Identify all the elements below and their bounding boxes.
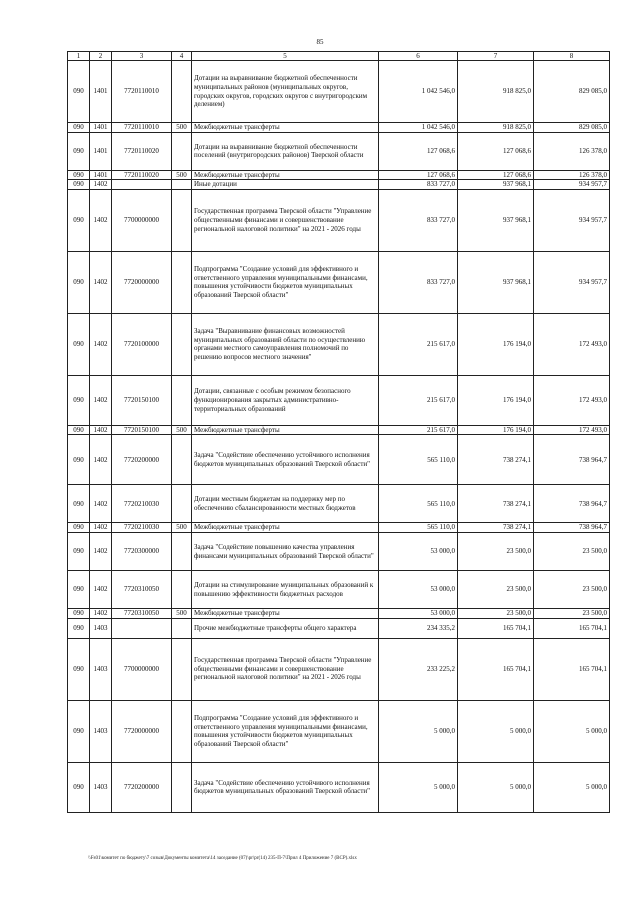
amount-2024: 1 042 546,0 [379, 123, 458, 133]
grbs-code: 090 [68, 313, 90, 375]
page-number: 85 [316, 38, 324, 46]
section-code: 1403 [90, 762, 112, 812]
amount-2024: 5 000,0 [379, 762, 458, 812]
target-article-code: 7720210030 [112, 523, 172, 533]
grbs-code: 090 [68, 132, 90, 170]
budget-table [67, 51, 610, 813]
grbs-code: 090 [68, 170, 90, 180]
amount-2025: 918 825,0 [458, 61, 534, 123]
section-code: 1401 [90, 61, 112, 123]
table-row [68, 313, 610, 375]
table-row [68, 61, 610, 123]
row-description: Иные дотации [192, 180, 379, 190]
grbs-code: 090 [68, 618, 90, 638]
amount-2026: 829 085,0 [534, 123, 610, 133]
table-row [68, 523, 610, 533]
amount-2024: 53 000,0 [379, 533, 458, 571]
target-article-code: 7720310050 [112, 571, 172, 609]
amount-2025: 937 968,1 [458, 180, 534, 190]
amount-2025: 918 825,0 [458, 123, 534, 133]
amount-2024: 53 000,0 [379, 571, 458, 609]
section-code: 1401 [90, 123, 112, 133]
amount-2024: 833 727,0 [379, 189, 458, 251]
row-description: Дотации на выравнивание бюджетной обеспеченности муниципальных районов (муниципальных округов, городских округов, городских округов с внутригородским делением) [192, 61, 379, 123]
target-article-code: 7720110020 [112, 132, 172, 170]
expense-type-code: 500 [172, 523, 192, 533]
section-code: 1402 [90, 180, 112, 190]
target-article-code: 7720150100 [112, 375, 172, 425]
amount-2026: 738 964,7 [534, 485, 610, 523]
expense-type-code [172, 638, 192, 700]
target-article-code: 7720000000 [112, 700, 172, 762]
row-description: Государственная программа Тверской области "Управление общественными финансами и совершенствование региональной налоговой политики" на 2021 - 2026 годы [192, 638, 379, 700]
grbs-code: 090 [68, 425, 90, 435]
table-row [68, 425, 610, 435]
target-article-code [112, 618, 172, 638]
grbs-code: 090 [68, 700, 90, 762]
amount-2025: 176 194,0 [458, 425, 534, 435]
section-code: 1402 [90, 313, 112, 375]
grbs-code: 090 [68, 251, 90, 313]
expense-type-code: 500 [172, 425, 192, 435]
table-row [68, 170, 610, 180]
section-code: 1401 [90, 132, 112, 170]
table-row [68, 700, 610, 762]
amount-2026: 829 085,0 [534, 61, 610, 123]
section-code: 1402 [90, 571, 112, 609]
expense-type-code [172, 485, 192, 523]
grbs-code: 090 [68, 123, 90, 133]
table-row [68, 180, 610, 190]
grbs-code: 090 [68, 533, 90, 571]
table-row [68, 609, 610, 619]
amount-2026: 23 500,0 [534, 609, 610, 619]
section-code: 1402 [90, 523, 112, 533]
grbs-code: 090 [68, 571, 90, 609]
amount-2026: 165 704,1 [534, 618, 610, 638]
grbs-code: 090 [68, 435, 90, 485]
row-description: Задача "Выравнивание финансовых возможностей муниципальных образований области по осуществлению органами местного самоуправления полномочий по решению вопросов местного значения" [192, 313, 379, 375]
grbs-code: 090 [68, 609, 90, 619]
grbs-code: 090 [68, 375, 90, 425]
target-article-code: 7720300000 [112, 533, 172, 571]
table-row [68, 533, 610, 571]
target-article-code [112, 180, 172, 190]
row-description: Межбюджетные трансферты [192, 123, 379, 133]
section-code: 1402 [90, 485, 112, 523]
section-code: 1402 [90, 189, 112, 251]
target-article-code: 7720210030 [112, 485, 172, 523]
section-code: 1402 [90, 435, 112, 485]
amount-2025: 937 968,1 [458, 251, 534, 313]
amount-2025: 176 194,0 [458, 375, 534, 425]
amount-2024: 215 617,0 [379, 425, 458, 435]
expense-type-code [172, 375, 192, 425]
amount-2025: 5 000,0 [458, 762, 534, 812]
target-article-code: 7720110010 [112, 123, 172, 133]
expense-type-code [172, 180, 192, 190]
amount-2026: 738 964,7 [534, 523, 610, 533]
amount-2026: 172 493,0 [534, 313, 610, 375]
section-code: 1403 [90, 638, 112, 700]
row-description: Межбюджетные трансферты [192, 609, 379, 619]
amount-2026: 126 378,0 [534, 170, 610, 180]
amount-2025: 23 500,0 [458, 533, 534, 571]
target-article-code: 7700000000 [112, 638, 172, 700]
target-article-code: 7720150100 [112, 425, 172, 435]
table-header [68, 52, 610, 61]
amount-2025: 738 274,1 [458, 485, 534, 523]
amount-2025: 937 968,1 [458, 189, 534, 251]
section-code: 1401 [90, 170, 112, 180]
expense-type-code [172, 700, 192, 762]
table-row [68, 132, 610, 170]
expense-type-code [172, 61, 192, 123]
amount-2024: 565 110,0 [379, 523, 458, 533]
row-description: Дотации на выравнивание бюджетной обеспеченности поселений (внутригородских районов) Тверской области [192, 132, 379, 170]
expense-type-code: 500 [172, 123, 192, 133]
expense-type-code [172, 571, 192, 609]
target-article-code: 7720310050 [112, 609, 172, 619]
amount-2025: 23 500,0 [458, 571, 534, 609]
grbs-code: 090 [68, 485, 90, 523]
amount-2025: 165 704,1 [458, 638, 534, 700]
amount-2025: 5 000,0 [458, 700, 534, 762]
row-description: Подпрограмма "Создание условий для эффективного и ответственного управления муниципальными финансами, повышения устойчивости бюджетов муниципальных образований Тверской области" [192, 251, 379, 313]
amount-2024: 1 042 546,0 [379, 61, 458, 123]
amount-2026: 934 957,7 [534, 251, 610, 313]
column-header: 7 [458, 52, 534, 61]
expense-type-code [172, 251, 192, 313]
target-article-code: 7720200000 [112, 762, 172, 812]
expense-type-code [172, 618, 192, 638]
expense-type-code [172, 762, 192, 812]
column-header: 5 [192, 52, 379, 61]
grbs-code: 090 [68, 61, 90, 123]
row-description: Межбюджетные трансферты [192, 170, 379, 180]
target-article-code: 7720100000 [112, 313, 172, 375]
grbs-code: 090 [68, 180, 90, 190]
amount-2026: 23 500,0 [534, 571, 610, 609]
expense-type-code [172, 132, 192, 170]
amount-2026: 23 500,0 [534, 533, 610, 571]
table-row [68, 189, 610, 251]
amount-2026: 934 957,7 [534, 189, 610, 251]
column-number-row [68, 52, 610, 61]
table-row [68, 375, 610, 425]
amount-2026: 738 964,7 [534, 435, 610, 485]
section-code: 1402 [90, 533, 112, 571]
row-description: Межбюджетные трансферты [192, 523, 379, 533]
table-body [68, 61, 610, 813]
amount-2024: 53 000,0 [379, 609, 458, 619]
table-row [68, 571, 610, 609]
amount-2026: 5 000,0 [534, 762, 610, 812]
amount-2026: 172 493,0 [534, 375, 610, 425]
target-article-code: 7720000000 [112, 251, 172, 313]
amount-2024: 234 335,2 [379, 618, 458, 638]
target-article-code: 7700000000 [112, 189, 172, 251]
table-row [68, 762, 610, 812]
expense-type-code [172, 533, 192, 571]
amount-2026: 126 378,0 [534, 132, 610, 170]
amount-2024: 833 727,0 [379, 251, 458, 313]
amount-2025: 738 274,1 [458, 435, 534, 485]
amount-2025: 127 068,6 [458, 170, 534, 180]
expense-type-code [172, 435, 192, 485]
grbs-code: 090 [68, 189, 90, 251]
row-description: Задача "Содействие обеспечению устойчивого исполнения бюджетов муниципальных образований Тверской области" [192, 762, 379, 812]
target-article-code: 7720110010 [112, 61, 172, 123]
amount-2024: 565 110,0 [379, 435, 458, 485]
section-code: 1402 [90, 375, 112, 425]
section-code: 1403 [90, 700, 112, 762]
section-code: 1402 [90, 609, 112, 619]
row-description: Дотации местным бюджетам на поддержку мер по обеспечению сбалансированности местных бюджетов [192, 485, 379, 523]
amount-2024: 127 068,6 [379, 132, 458, 170]
table-row [68, 435, 610, 485]
amount-2025: 165 704,1 [458, 618, 534, 638]
row-description: Государственная программа Тверской области "Управление общественными финансами и совершенствование региональной налоговой политики" на 2021 - 2026 годы [192, 189, 379, 251]
amount-2026: 165 704,1 [534, 638, 610, 700]
row-description: Подпрограмма "Создание условий для эффективного и ответственного управления муниципальными финансами, повышения устойчивости бюджетов муниципальных образований Тверской области" [192, 700, 379, 762]
amount-2024: 127 068,6 [379, 170, 458, 180]
expense-type-code: 500 [172, 170, 192, 180]
amount-2024: 5 000,0 [379, 700, 458, 762]
section-code: 1402 [90, 251, 112, 313]
file-path-footer: \\Fs01\комитет по бюджету\7 созыв\Документы комитета\14 заседание (07)\pr\pr(14) 235-П-7\Прил 4 Приложение 7 (ВСР).xlsx [88, 856, 357, 861]
column-header: 4 [172, 52, 192, 61]
section-code: 1403 [90, 618, 112, 638]
column-header: 2 [90, 52, 112, 61]
column-header: 6 [379, 52, 458, 61]
amount-2024: 233 225,2 [379, 638, 458, 700]
section-code: 1402 [90, 425, 112, 435]
expense-type-code: 500 [172, 609, 192, 619]
row-description: Межбюджетные трансферты [192, 425, 379, 435]
target-article-code: 7720110020 [112, 170, 172, 180]
row-description: Задача "Содействие обеспечению устойчивого исполнения бюджетов муниципальных образований Тверской области" [192, 435, 379, 485]
amount-2026: 934 957,7 [534, 180, 610, 190]
expense-type-code [172, 189, 192, 251]
table-row [68, 618, 610, 638]
amount-2025: 23 500,0 [458, 609, 534, 619]
column-header: 3 [112, 52, 172, 61]
amount-2024: 565 110,0 [379, 485, 458, 523]
expense-type-code [172, 313, 192, 375]
table-row [68, 638, 610, 700]
amount-2026: 5 000,0 [534, 700, 610, 762]
amount-2024: 833 727,0 [379, 180, 458, 190]
table-row [68, 123, 610, 133]
grbs-code: 090 [68, 523, 90, 533]
amount-2024: 215 617,0 [379, 313, 458, 375]
row-description: Дотации на стимулирование муниципальных образований к повышению эффективности бюджетных расходов [192, 571, 379, 609]
grbs-code: 090 [68, 638, 90, 700]
table-row [68, 251, 610, 313]
amount-2026: 172 493,0 [534, 425, 610, 435]
column-header: 1 [68, 52, 90, 61]
amount-2025: 127 068,6 [458, 132, 534, 170]
target-article-code: 7720200000 [112, 435, 172, 485]
grbs-code: 090 [68, 762, 90, 812]
row-description: Задача "Содействие повышению качества управления финансами муниципальных образований Тверской области" [192, 533, 379, 571]
amount-2025: 738 274,1 [458, 523, 534, 533]
row-description: Прочие межбюджетные трансферты общего характера [192, 618, 379, 638]
amount-2024: 215 617,0 [379, 375, 458, 425]
column-header: 8 [534, 52, 610, 61]
amount-2025: 176 194,0 [458, 313, 534, 375]
row-description: Дотации, связанные с особым режимом безопасного функционирования закрытых административно-территориальных образований [192, 375, 379, 425]
table-row [68, 485, 610, 523]
